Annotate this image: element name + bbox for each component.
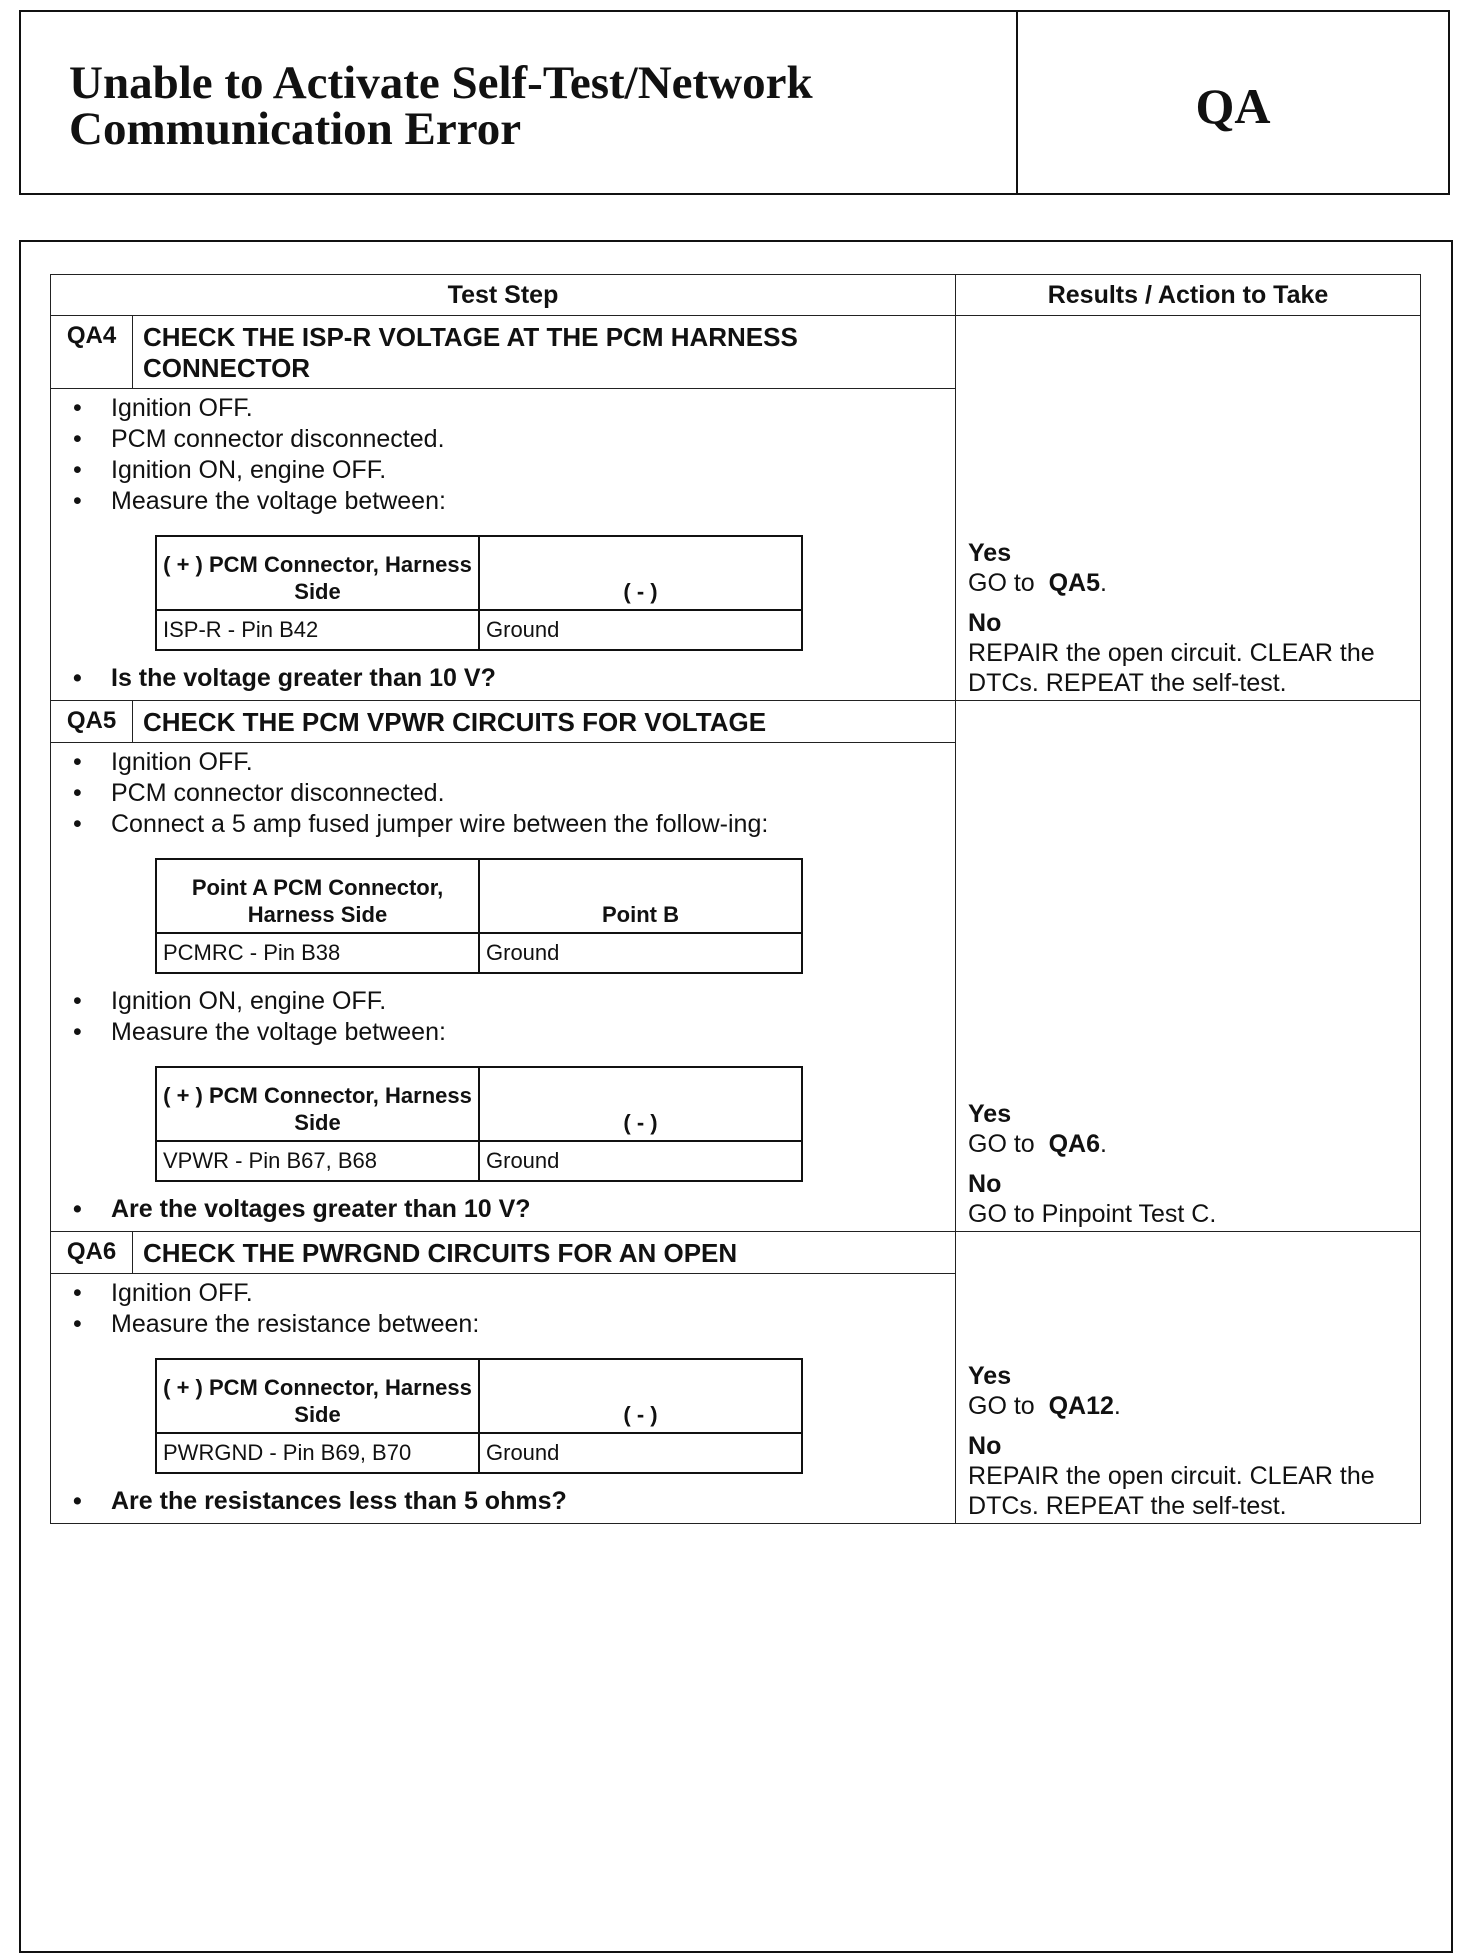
sub-header-2: ( - ) — [479, 1067, 802, 1141]
instruction-list — [51, 393, 955, 517]
question-list — [51, 1194, 955, 1225]
table-header-row — [51, 275, 1421, 316]
measurement-table — [155, 1066, 803, 1182]
yes-target: QA12 — [1048, 1392, 1114, 1420]
step-results — [956, 316, 1421, 701]
jumper-table — [155, 858, 803, 974]
sub-value-2: Ground — [479, 1433, 802, 1473]
section-code: QA — [1195, 77, 1271, 134]
sub-value-1: PCMRC - Pin B38 — [156, 933, 479, 973]
sub-header-2: Point B — [479, 859, 802, 933]
instruction-item: • Measure the resistance between: — [51, 1309, 955, 1340]
no-action: REPAIR the open circuit. CLEAR the DTCs. REPEAT the self-test. — [968, 1462, 1375, 1520]
sub-header-1: ( + ) PCM Connector, Harness Side — [156, 536, 479, 610]
col-header-test-step: Test Step — [51, 275, 956, 316]
yes-action: GO to QA6. — [968, 1130, 1107, 1158]
no-label: No — [968, 1170, 1002, 1198]
measurement-table — [155, 1358, 803, 1474]
instruction-item: • PCM connector disconnected. — [51, 778, 955, 809]
step-title-row — [51, 316, 1421, 389]
sub-header-1: Point A PCM Connector, Harness Side — [156, 859, 479, 933]
yes-label: Yes — [968, 1362, 1012, 1390]
step-id: QA5 — [51, 701, 133, 743]
sub-value-2: Ground — [479, 1141, 802, 1181]
instruction-list — [51, 1278, 955, 1340]
instruction-item: • PCM connector disconnected. — [51, 424, 955, 455]
sub-value-1: PWRGND - Pin B69, B70 — [156, 1433, 479, 1473]
step-id: QA6 — [51, 1232, 133, 1274]
instruction-list — [51, 986, 955, 1048]
yes-target: QA5 — [1048, 569, 1101, 597]
instruction-item: • Ignition ON, engine OFF. — [51, 455, 955, 486]
page-header — [19, 10, 1450, 195]
yes-go-to: GO to — [968, 1392, 1035, 1420]
step-results — [956, 1232, 1421, 1524]
sub-value-1: ISP-R - Pin B42 — [156, 610, 479, 650]
title-line-1: Unable to Activate Self-Test/Network — [69, 57, 813, 109]
page-title — [21, 12, 1018, 193]
instruction-item: • Ignition ON, engine OFF. — [51, 986, 955, 1017]
question-list — [51, 663, 955, 694]
diagnostic-table — [50, 274, 1421, 1524]
step-title: CHECK THE PWRGND CIRCUITS FOR AN OPEN — [133, 1232, 956, 1274]
step-question: • Are the voltages greater than 10 V? — [51, 1194, 955, 1225]
measurement-table — [155, 535, 803, 651]
yes-label: Yes — [968, 1100, 1012, 1128]
step-title: CHECK THE PCM VPWR CIRCUITS FOR VOLTAGE — [133, 701, 956, 743]
step-question: • Are the resistances less than 5 ohms? — [51, 1486, 955, 1517]
no-label: No — [968, 609, 1002, 637]
sub-value-1: VPWR - Pin B67, B68 — [156, 1141, 479, 1181]
yes-label: Yes — [968, 539, 1012, 567]
step-title: CHECK THE ISP-R VOLTAGE AT THE PCM HARNESS CONNECTOR — [133, 316, 956, 389]
yes-target: QA6 — [1048, 1130, 1101, 1158]
step-body — [51, 389, 956, 701]
instruction-list — [51, 747, 955, 840]
title-line-2: Communication Error — [69, 103, 522, 155]
no-action: REPAIR the open circuit. CLEAR the DTCs. REPEAT the self-test. — [968, 639, 1375, 697]
step-title-row — [51, 701, 1421, 743]
step-results — [956, 701, 1421, 1232]
yes-action: GO to QA12. — [968, 1392, 1121, 1420]
instruction-item: • Ignition OFF. — [51, 1278, 955, 1309]
step-body — [51, 1274, 956, 1524]
no-action: GO to Pinpoint Test C. — [968, 1200, 1217, 1228]
instruction-item: • Connect a 5 amp fused jumper wire between the follow-ing: — [51, 809, 955, 840]
sub-header-2: ( - ) — [479, 1359, 802, 1433]
sub-value-2: Ground — [479, 610, 802, 650]
sub-value-2: Ground — [479, 933, 802, 973]
step-body — [51, 743, 956, 1232]
instruction-item: • Ignition OFF. — [51, 747, 955, 778]
yes-go-to: GO to — [968, 1130, 1035, 1158]
instruction-item: • Measure the voltage between: — [51, 1017, 955, 1048]
sub-header-1: ( + ) PCM Connector, Harness Side — [156, 1067, 479, 1141]
yes-action: GO to QA5. — [968, 569, 1107, 597]
instruction-item: • Measure the voltage between: — [51, 486, 955, 517]
sub-header-2: ( - ) — [479, 536, 802, 610]
no-label: No — [968, 1432, 1002, 1460]
sub-header-1: ( + ) PCM Connector, Harness Side — [156, 1359, 479, 1433]
step-id: QA4 — [51, 316, 133, 389]
question-list — [51, 1486, 955, 1517]
step-title-row — [51, 1232, 1421, 1274]
yes-go-to: GO to — [968, 569, 1035, 597]
instruction-item: • Ignition OFF. — [51, 393, 955, 424]
col-header-results: Results / Action to Take — [956, 275, 1421, 316]
step-question: • Is the voltage greater than 10 V? — [51, 663, 955, 694]
